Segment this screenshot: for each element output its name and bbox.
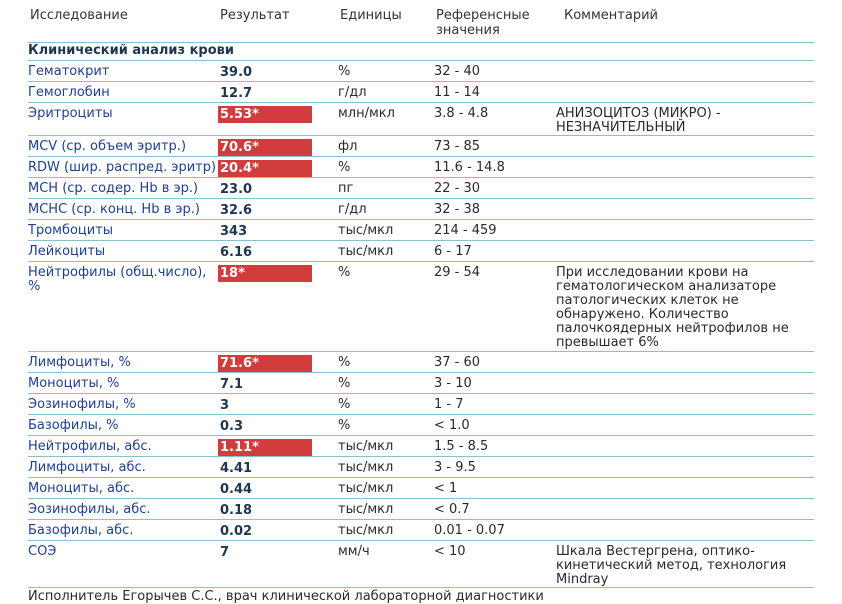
reference-range: 22 - 30	[434, 178, 556, 199]
reference-range: 214 - 459	[434, 220, 556, 241]
reference-range: 3.8 - 4.8	[434, 103, 556, 136]
comment	[556, 499, 814, 520]
result-cell	[218, 352, 338, 373]
result-value-abnormal: 70.6*	[218, 139, 312, 156]
test-name: Лимфоциты, %	[28, 352, 218, 373]
result-cell	[218, 499, 338, 520]
comment	[556, 199, 814, 220]
test-name: Гематокрит	[28, 61, 218, 82]
comment	[556, 61, 814, 82]
table-row	[28, 241, 814, 262]
header-units: Единицы	[340, 8, 402, 23]
test-name: Эозинофилы, %	[28, 394, 218, 415]
comment	[556, 220, 814, 241]
test-name: Гемоглобин	[28, 82, 218, 103]
comment	[556, 415, 814, 436]
comment	[556, 178, 814, 199]
result-cell	[218, 157, 338, 178]
result-value: 0.44	[220, 482, 253, 497]
reference-range: 29 - 54	[434, 262, 556, 352]
result-cell	[218, 457, 338, 478]
unit: тыс/мкл	[338, 436, 434, 457]
result-cell	[218, 415, 338, 436]
result-cell	[218, 478, 338, 499]
result-cell	[218, 103, 338, 136]
header-result: Результат	[220, 8, 290, 23]
result-value: 3	[220, 398, 230, 413]
unit: %	[338, 61, 434, 82]
unit: тыс/мкл	[338, 520, 434, 541]
unit: тыс/мкл	[338, 478, 434, 499]
unit: фл	[338, 136, 434, 157]
table-row	[28, 82, 814, 103]
header-ref-line1: Референсные	[436, 8, 530, 23]
table-row	[28, 103, 814, 136]
test-name: Моноциты, %	[28, 373, 218, 394]
result-value: 7	[220, 545, 230, 560]
unit: млн/мкл	[338, 103, 434, 136]
result-value: 7.1	[220, 377, 244, 392]
unit: %	[338, 262, 434, 352]
table-row	[28, 394, 814, 415]
unit: г/дл	[338, 199, 434, 220]
test-name: Эритроциты	[28, 103, 218, 136]
comment	[556, 457, 814, 478]
table-row	[28, 499, 814, 520]
reference-range: 1.5 - 8.5	[434, 436, 556, 457]
header-test: Исследование	[30, 8, 128, 23]
section-title: Клинический анализ крови	[28, 42, 814, 61]
result-value: 39.0	[220, 65, 253, 80]
table-row	[28, 61, 814, 82]
unit: мм/ч	[338, 541, 434, 588]
result-value-abnormal: 5.53*	[218, 106, 312, 123]
result-cell	[218, 520, 338, 541]
table-row	[28, 436, 814, 457]
unit: %	[338, 157, 434, 178]
comment	[556, 520, 814, 541]
test-name: Базофилы, %	[28, 415, 218, 436]
table-row	[28, 352, 814, 373]
unit: %	[338, 373, 434, 394]
reference-range: < 10	[434, 541, 556, 588]
result-value-abnormal: 20.4*	[218, 160, 312, 177]
comment: При исследовании крови на гематологическом анализаторе патологических клеток не обнаружено. Количество палочкоядерных нейтрофилов не превышает 6%	[556, 262, 814, 352]
result-cell	[218, 436, 338, 457]
result-value: 6.16	[220, 245, 253, 260]
test-name: Эозинофилы, абс.	[28, 499, 218, 520]
comment	[556, 373, 814, 394]
result-value: 0.18	[220, 503, 253, 518]
unit: тыс/мкл	[338, 241, 434, 262]
result-value-abnormal: 1.11*	[218, 439, 312, 456]
result-value: 12.7	[220, 86, 253, 101]
reference-range: 32 - 40	[434, 61, 556, 82]
reference-range: < 1	[434, 478, 556, 499]
comment: АНИЗОЦИТОЗ (МИКРО) - НЕЗНАЧИТЕЛЬНЫЙ	[556, 103, 814, 136]
result-cell	[218, 373, 338, 394]
test-name: Нейтрофилы (общ.число), %	[28, 262, 218, 352]
table-header	[0, 8, 842, 42]
test-name: RDW (шир. распред. эритр)	[28, 157, 218, 178]
unit: %	[338, 394, 434, 415]
reference-range: 32 - 38	[434, 199, 556, 220]
table-row	[28, 373, 814, 394]
reference-range: 1 - 7	[434, 394, 556, 415]
table-row	[28, 478, 814, 499]
comment	[556, 136, 814, 157]
test-name: Лейкоциты	[28, 241, 218, 262]
test-name: Лимфоциты, абс.	[28, 457, 218, 478]
table-row	[28, 457, 814, 478]
test-name: Тромбоциты	[28, 220, 218, 241]
result-value: 343	[220, 224, 248, 239]
unit: пг	[338, 178, 434, 199]
test-name: MCHC (ср. конц. Hb в эр.)	[28, 199, 218, 220]
result-value-abnormal: 71.6*	[218, 355, 312, 372]
result-cell	[218, 394, 338, 415]
comment	[556, 82, 814, 103]
test-name: MCV (ср. объем эритр.)	[28, 136, 218, 157]
result-cell	[218, 262, 338, 352]
table-row	[28, 178, 814, 199]
result-cell	[218, 199, 338, 220]
table-row	[28, 262, 814, 352]
reference-range: 3 - 10	[434, 373, 556, 394]
test-name: Моноциты, абс.	[28, 478, 218, 499]
result-cell	[218, 220, 338, 241]
results-table	[28, 60, 814, 588]
comment	[556, 478, 814, 499]
table-row	[28, 157, 814, 178]
header-ref-line2: значения	[436, 23, 500, 38]
result-cell	[218, 541, 338, 588]
header-comment: Комментарий	[564, 8, 658, 23]
result-cell	[218, 61, 338, 82]
result-value: 0.02	[220, 524, 253, 539]
reference-range: 11.6 - 14.8	[434, 157, 556, 178]
unit: тыс/мкл	[338, 457, 434, 478]
test-name: MCH (ср. содер. Hb в эр.)	[28, 178, 218, 199]
result-value-abnormal: 18*	[218, 265, 312, 282]
table-row	[28, 220, 814, 241]
comment: Шкала Вестергрена, оптико-кинетический метод, технология Mindray	[556, 541, 814, 588]
result-value: 23.0	[220, 182, 253, 197]
unit: тыс/мкл	[338, 499, 434, 520]
footer-signature: Исполнитель Егорычев С.С., врач клинической лабораторной диагностики	[28, 589, 544, 604]
unit: %	[338, 415, 434, 436]
table-row	[28, 541, 814, 588]
reference-range: < 1.0	[434, 415, 556, 436]
reference-range: 37 - 60	[434, 352, 556, 373]
table-row	[28, 415, 814, 436]
test-name: Нейтрофилы, абс.	[28, 436, 218, 457]
result-cell	[218, 136, 338, 157]
result-value: 32.6	[220, 203, 253, 218]
comment	[556, 241, 814, 262]
reference-range: 6 - 17	[434, 241, 556, 262]
reference-range: < 0.7	[434, 499, 556, 520]
reference-range: 3 - 9.5	[434, 457, 556, 478]
unit: г/дл	[338, 82, 434, 103]
result-cell	[218, 82, 338, 103]
reference-range: 11 - 14	[434, 82, 556, 103]
result-cell	[218, 241, 338, 262]
comment	[556, 352, 814, 373]
table-row	[28, 520, 814, 541]
unit: %	[338, 352, 434, 373]
result-cell	[218, 178, 338, 199]
table-row	[28, 199, 814, 220]
result-value: 4.41	[220, 461, 253, 476]
comment	[556, 157, 814, 178]
table-row	[28, 136, 814, 157]
reference-range: 73 - 85	[434, 136, 556, 157]
comment	[556, 394, 814, 415]
comment	[556, 436, 814, 457]
unit: тыс/мкл	[338, 220, 434, 241]
test-name: Базофилы, абс.	[28, 520, 218, 541]
reference-range: 0.01 - 0.07	[434, 520, 556, 541]
test-name: СОЭ	[28, 541, 218, 588]
result-value: 0.3	[220, 419, 244, 434]
